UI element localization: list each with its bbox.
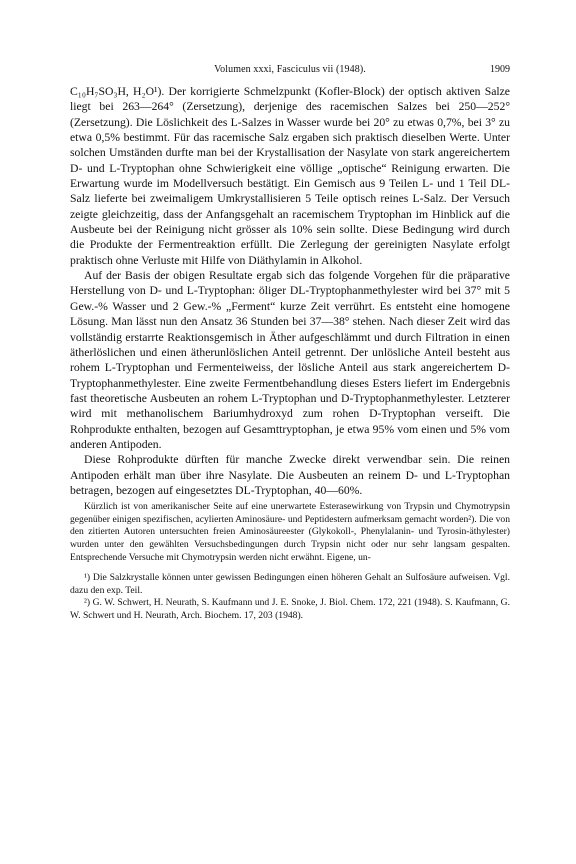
small-paragraph: Kürzlich ist von amerikanischer Seite auf eine unerwartete Esterasewirkung von Trypsin und Chymotrypsin gegenüber einigen spezifischen, acylierten Aminosäure- und Peptidestern aufmerksam gemacht worden²). Die von den zitierten Autoren untersuchten freien Aminosäureester (Glykokoll-, Phenylalanin- und Tyrosin-äthylester) wurden unter den gewählten Versuchsbedingungen durch Trypsin nicht oder nur sehr langsam gespalten. Entsprechende Versuche mit Chymotrypsin werden nicht erwähnt. Eigene, un- — [70, 501, 510, 563]
document-page — [70, 62, 510, 623]
main-text — [70, 84, 510, 498]
footnote-1: ¹) Die Salzkrystalle können unter gewissen Bedingungen einen höheren Gehalt an Sulfosäure aufweisen. Vgl. dazu den exp. Teil. — [70, 572, 510, 596]
paragraph-3: Diese Rohprodukte dürften für manche Zwecke direkt verwendbar sein. Die reinen Antipoden erhält man über ihre Nasylate. Die Ausbeuten an reinem D- und L-Tryptophan betragen, bezogen auf eingesetztes DL-Tryptophan, 40—60%. — [70, 453, 510, 497]
page-header — [70, 62, 510, 78]
small-print-section — [70, 501, 510, 564]
paragraph-1: C₁₀H₇SO₃H, H₂O¹). Der korrigierte Schmelzpunkt (Kofler-Block) der optisch aktiven Salze liegt bei 263—264° (Zersetzung), derjenige des racemischen Salzes bei 250—252° (Zersetzung). Die Löslichkeit des L-Salzes in Wasser wurde bei 20° zu etwas 0,7%, bei 3° zu etwa 0,5% bestimmt. Für das racemische Salz ergaben sich praktisch dieselben Werte. Unter solchen Umständen durfte man bei der Krystallisation der Nasylate von stark angereichertem D- und L-Tryptophan ohne Schwierigkeit eine völlige „optische“ Reinigung erwarten. Die Erwartung wurde im Modellversuch bestätigt. Ein Gemisch aus 9 Teilen L- und 1 Teil DL-Salz lieferte bei zweimaligem Umkrystallisieren 5 Teile optisch reines L-Salz. Der Versuch zeigte gleichzeitig, dass der Anfangsgehalt an racemischem Tryptophan im Hinblick auf die Ausbeute bei der Reinigung nicht grösser als 10% sein sollte. Diese Bedingung wird durch die Produkte der Fermentreaktion erfüllt. Die Zerlegung der gereinigten Nasylate erfolgt praktisch ohne Verluste mit Hilfe von Diäthylamin in Alkohol. — [70, 85, 510, 267]
page-number: 1909 — [490, 64, 510, 75]
running-title: Volumen xxxi, Fasciculus vii (1948). — [214, 64, 366, 75]
footnote-2: ²) G. W. Schwert, H. Neurath, S. Kaufmann und J. E. Snoke, J. Biol. Chem. 172, 221 (1948). S. Kaufmann, G. W. Schwert und H. Neurath, Arch. Biochem. 17, 203 (1948). — [70, 597, 510, 622]
footnotes — [70, 572, 510, 622]
paragraph-2: Auf der Basis der obigen Resultate ergab sich das folgende Vorgehen für die präparative Herstellung von D- und L-Tryptophan: öliger DL-Tryptophanmethylester wird bei 37° mit 5 Gew.-% Wasser und 2 Gew.-% „Ferment“ kurze Zeit verrührt. Es entsteht eine homogene Lösung. Man lässt nun den Ansatz 36 Stunden bei 37—38° stehen. Nach dieser Zeit wird das vollständig erstarrte Reaktionsgemisch in Äther aufgeschlämmt und durch Filtration in einen ätherlöslichen und einen ätherunlöslichen Anteil getrennt. Der unlösliche Anteil besteht aus rohem L-Tryptophan und Fermenteiweiss, der lösliche Anteil aus stark angereichertem D-Tryptophanmethylester. Eine zweite Fermentbehandlung dieses Esters liefert im Endergebnis fast theoretische Ausbeuten an rohem L-Tryptophan und D-Tryptophanmethylester. Letzterer wird mit methanolischem Bariumhydroxyd zum rohen D-Tryptophan verseift. Die Rohprodukte enthalten, bezogen auf Gesamttryptophan, je etwa 95% vom einen und 5% vom anderen Antipoden. — [70, 269, 510, 451]
